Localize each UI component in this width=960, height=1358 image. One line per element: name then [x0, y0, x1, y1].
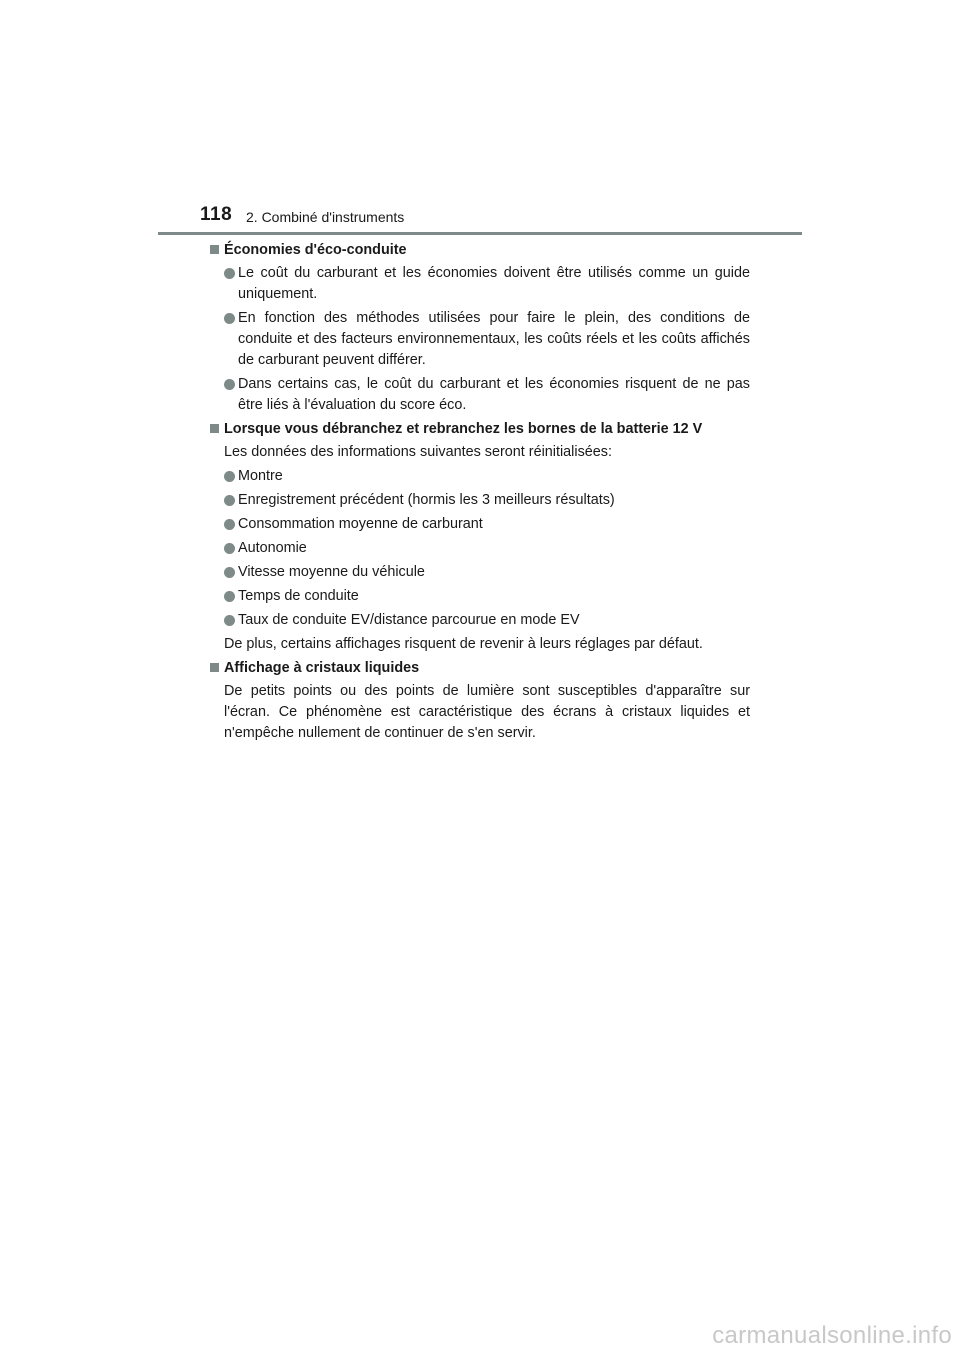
list-item: [210, 514, 750, 535]
page-header: [200, 204, 802, 234]
bullet-list: [210, 466, 750, 631]
section-title: [210, 658, 750, 679]
circle-bullet-icon: [224, 519, 235, 530]
section-title: [210, 419, 750, 440]
list-item-text: Montre: [238, 468, 283, 484]
bullet-list: [210, 263, 750, 416]
section-title: [210, 240, 750, 261]
list-item: [210, 610, 750, 631]
list-item-text: Dans certains cas, le coût du carburant et les économies risquent de ne pas être liés à l'évaluation du score éco.: [238, 376, 750, 413]
page-number: 118: [200, 204, 233, 225]
list-item-text: Vitesse moyenne du véhicule: [238, 564, 425, 580]
list-item: [210, 490, 750, 511]
circle-bullet-icon: [224, 471, 235, 482]
list-item: [210, 374, 750, 416]
watermark: carmanualsonline.info: [712, 1322, 952, 1349]
list-item: [210, 562, 750, 583]
section-title-text: Économies d'éco-conduite: [224, 242, 407, 258]
circle-bullet-icon: [224, 591, 235, 602]
list-item-text: Consommation moyenne de carburant: [238, 516, 483, 532]
chapter-title: 2. Combiné d'instruments: [246, 209, 405, 225]
section-title-text: Affichage à cristaux liquides: [224, 660, 420, 676]
list-item-text: Taux de conduite EV/distance parcourue en mode EV: [238, 612, 580, 628]
square-bullet-icon: [210, 424, 219, 433]
list-item: [210, 308, 750, 371]
list-item-text: Enregistrement précédent (hormis les 3 meilleurs résultats): [238, 492, 615, 508]
section-body: De petits points ou des points de lumière sont susceptibles d'apparaître sur l'écran. Ce phénomène est caractéristique des écrans à cristaux liquides et n'empêche nullement de continuer de s'en servir.: [224, 683, 750, 741]
section-intro: Les données des informations suivantes seront réinitialisées:: [224, 444, 612, 460]
list-item: [210, 538, 750, 559]
list-item: [210, 263, 750, 305]
page-content: [210, 240, 750, 747]
circle-bullet-icon: [224, 543, 235, 554]
list-item-text: Temps de conduite: [238, 588, 359, 604]
list-item: [210, 586, 750, 607]
square-bullet-icon: [210, 663, 219, 672]
square-bullet-icon: [210, 245, 219, 254]
circle-bullet-icon: [224, 313, 235, 324]
list-item-text: Le coût du carburant et les économies doivent être utilisés comme un guide uniquement.: [238, 265, 750, 302]
section-outro: De plus, certains affichages risquent de revenir à leurs réglages par défaut.: [224, 636, 703, 652]
circle-bullet-icon: [224, 615, 235, 626]
list-item-text: Autonomie: [238, 540, 307, 556]
circle-bullet-icon: [224, 268, 235, 279]
header-rule: [158, 232, 802, 235]
list-item: [210, 466, 750, 487]
list-item-text: En fonction des méthodes utilisées pour faire le plein, des conditions de conduite et des facteurs environnementaux, les coûts réels et les coûts affichés de carburant peuvent différer.: [238, 310, 750, 368]
circle-bullet-icon: [224, 567, 235, 578]
section-title-text: Lorsque vous débranchez et rebranchez les bornes de la batterie 12 V: [224, 421, 703, 437]
circle-bullet-icon: [224, 495, 235, 506]
circle-bullet-icon: [224, 379, 235, 390]
